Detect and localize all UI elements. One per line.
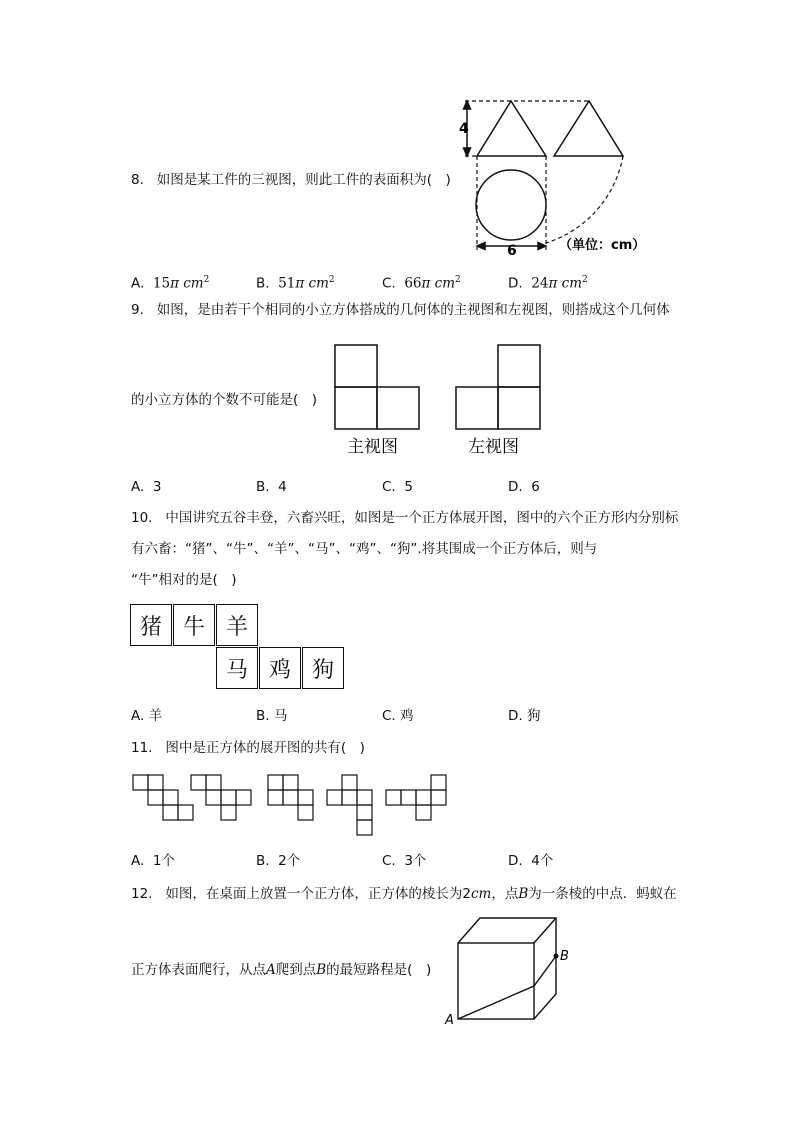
q8-unit-label: （单位：cm） (559, 238, 646, 253)
point-b-dot (554, 954, 559, 959)
q11-stem (131, 738, 365, 758)
q8-three-view-figure (455, 95, 670, 265)
net-cell: 鸡 (259, 647, 301, 689)
q11-option-a[interactable]: A. 1个 (131, 853, 175, 869)
q8-stem (131, 170, 451, 190)
q8-option-c[interactable]: C. 66π $cm^2$ (382, 275, 461, 292)
q11-net-3 (268, 775, 313, 820)
q9-views-figure (330, 340, 550, 465)
q11-option-d[interactable]: D. 4个 (508, 853, 554, 869)
q9-left-label: 左视图 (468, 437, 519, 457)
net-cell: 猪 (130, 604, 172, 646)
q12-label-a: A (445, 1013, 454, 1028)
q10-option-a[interactable]: A. 羊 (131, 708, 163, 724)
q11-nets-figure (128, 770, 458, 840)
q12-cube-figure (440, 910, 580, 1030)
q11-net-4 (327, 775, 372, 835)
q9-stem (131, 300, 670, 320)
q12-label-b: B (560, 949, 569, 964)
q10-option-c[interactable]: C. 鸡 (382, 708, 414, 724)
q10-number: 10. (131, 510, 153, 526)
net-cell: 马 (216, 647, 258, 689)
q8-height-label: 4 (459, 121, 469, 137)
q9-option-c[interactable]: C. 5 (382, 479, 413, 495)
q9-option-a[interactable]: A. 3 (131, 479, 162, 495)
q11-net-5 (386, 775, 446, 820)
q10-stem-line3: “牛”相对的是( ) (131, 572, 237, 588)
q8-option-a[interactable]: A. 15π $cm^2$ (131, 275, 210, 292)
q9-front-label: 主视图 (347, 437, 398, 457)
net-cell: 牛 (173, 604, 215, 646)
q9-option-b[interactable]: B. 4 (256, 479, 287, 495)
q10-text: 中国讲究五谷丰登，六畜兴旺，如图是一个正方体展开图，图中的六个正方形内分别标 (165, 510, 679, 526)
q12-stem: 12. 如图，在桌面上放置一个正方体，正方体的棱长为2cm，点B为一条棱的中点．蚂蚁在 (131, 886, 677, 902)
q12-number: 12. (131, 886, 153, 902)
q9-number: 9. (131, 302, 144, 318)
q8-top-view (476, 170, 546, 240)
q11-option-c[interactable]: C. 3个 (382, 853, 427, 869)
q11-option-b[interactable]: B. 2个 (256, 853, 301, 869)
q9-option-d[interactable]: D. 6 (508, 479, 540, 495)
q9-stem-line2: 的小立方体的个数不可能是( ) (131, 392, 318, 408)
q10-stem (131, 508, 678, 528)
q10-option-d[interactable]: D. 狗 (508, 708, 541, 724)
q11-net-2 (191, 775, 251, 820)
q11-text: 图中是正方体的展开图的共有( ) (165, 740, 365, 756)
q11-number: 11. (131, 740, 153, 756)
q8-text: 如图是某工件的三视图，则此工件的表面积为( ) (156, 172, 451, 188)
q8-width-label: 6 (507, 243, 517, 259)
q10-stem-line2: 有六畜：“猪”、“牛”、“羊”、“马”、“鸡”、“狗”.将其围成一个正方体后，则与 (131, 541, 598, 557)
q10-cube-net (130, 604, 350, 690)
q8-front-view (477, 101, 546, 156)
net-cell: 羊 (216, 604, 258, 646)
q8-side-view (554, 101, 623, 156)
q8-option-d[interactable]: D. 24π $cm^2$ (508, 275, 588, 292)
q8-option-b[interactable]: B. 51π $cm^2$ (256, 275, 335, 292)
q11-net-1 (133, 775, 193, 820)
q10-option-b[interactable]: B. 马 (256, 708, 288, 724)
q9-text: 如图，是由若干个相同的小立方体搭成的几何体的主视图和左视图，则搭成这个几何体 (156, 302, 670, 318)
q8-number: 8. (131, 172, 144, 188)
net-cell: 狗 (302, 647, 344, 689)
q12-stem-line2: 正方体表面爬行，从点A爬到点B的最短路程是( ) (131, 962, 432, 978)
